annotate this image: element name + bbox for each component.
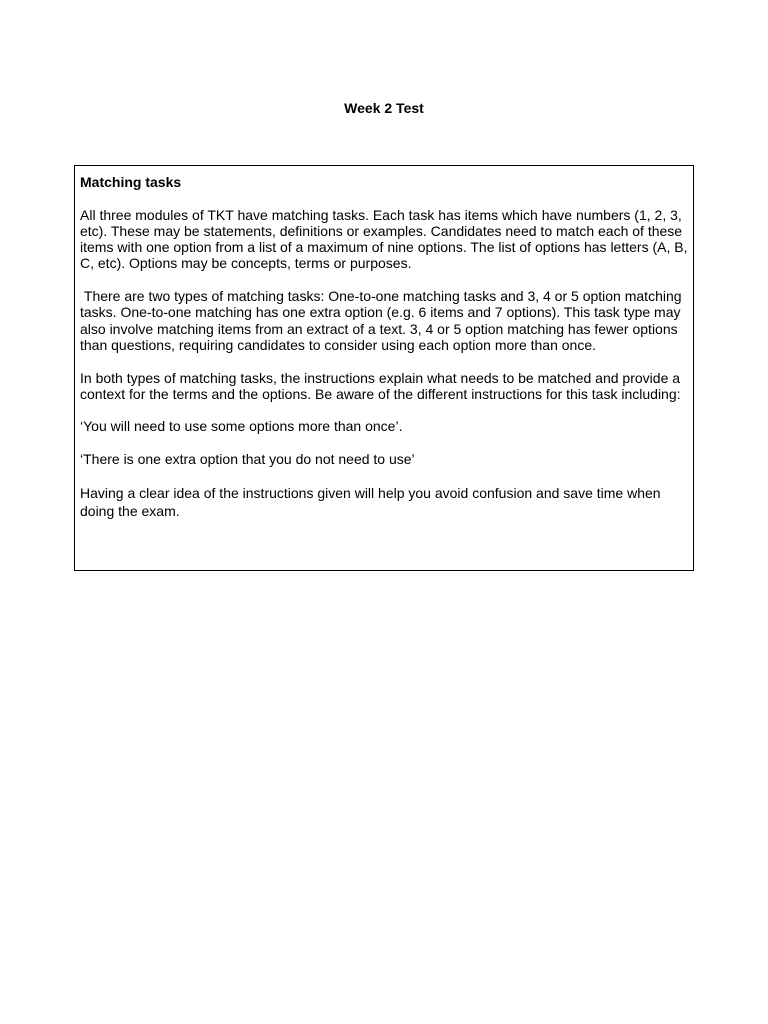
paragraph-quote-extra-option: ‘There is one extra option that you do not need to use’: [80, 451, 415, 468]
paragraph-instructions: In both types of matching tasks, the instructions explain what needs to be matched and provide a context for the terms and the options. Be aware of the different instructions for this task including:: [80, 369, 681, 402]
page-title: Week 2 Test: [344, 100, 424, 116]
paragraph-quote-more-than-once: ‘You will need to use some options more than once’.: [80, 418, 403, 435]
box-heading: Matching tasks: [80, 174, 182, 190]
paragraph-types: There are two types of matching tasks: One-to-one matching tasks and 3, 4 or 5 option matching tasks. One-to-one matching has one extra option (e.g. 6 items and 7 options). This task type may also involve matching items from an extract of a text. 3, 4 or 5 option matching has fewer options than questions, requiring candidates to consider using each option more than once.: [80, 288, 686, 353]
paragraph-conclusion: Having a clear idea of the instructions given will help you avoid confusion and save time when doing the exam.: [80, 484, 661, 519]
paragraph-intro: All three modules of TKT have matching tasks. Each task has items which have numbers (1, 2, 3, etc). These may be statements, definitions or examples. Candidates need to match each of these items with one option from a list of a maximum of nine options. The list of options has letters (A, B, C, etc). Options may be concepts, terms or purposes.: [80, 206, 688, 272]
matching-tasks-box: [74, 165, 694, 571]
